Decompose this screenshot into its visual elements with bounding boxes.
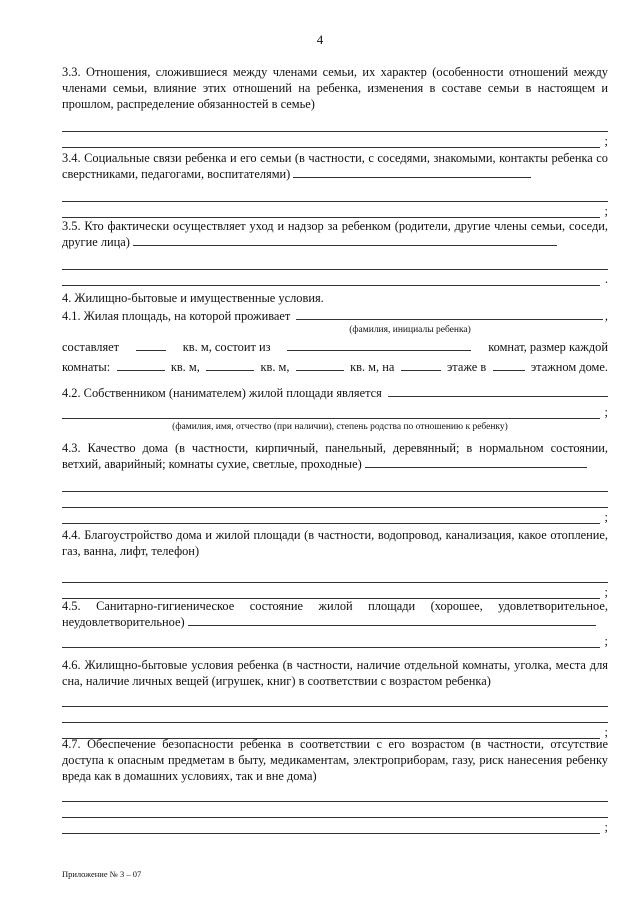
section-3-4 <box>62 150 608 218</box>
rooms-label: кв. м, состоит из <box>182 340 271 354</box>
answer-line[interactable] <box>62 116 608 132</box>
inline-answer-field[interactable] <box>365 456 587 468</box>
section-4-6 <box>62 657 608 739</box>
section-4-4-text: 4.4. Благоустройство дома и жилой площади (в частности, водопровод, канализация, какое отопление, газ, ванна, лифт, телефон) <box>62 528 608 558</box>
answer-line[interactable] <box>62 132 608 148</box>
section-4-2-text: 4.2. Собственником (нанимателем) жилой площади является <box>62 386 382 400</box>
answer-line[interactable] <box>62 492 608 508</box>
line-end-mark: ; <box>604 725 608 739</box>
answer-line[interactable] <box>62 508 608 524</box>
section-4-6-text: 4.6. Жилищно-бытовые условия ребенка (в частности, наличие отдельной комнаты, уголка, места для сна, наличие личных вещей (игрушек, книг) в соответствии с возрастом ребенка) <box>62 658 608 688</box>
line-end-mark: ; <box>604 204 608 218</box>
room-1-area-field[interactable] <box>117 359 165 371</box>
answer-line[interactable] <box>62 186 608 202</box>
building-floors-field[interactable] <box>493 359 525 371</box>
section-4-5 <box>62 598 608 648</box>
building-suffix: этажном доме. <box>530 360 608 374</box>
inline-answer-field[interactable] <box>188 614 596 626</box>
line-end-mark: ; <box>604 405 608 419</box>
footer-appendix-label: Приложение № 3 – 07 <box>62 869 142 879</box>
line-end-mark: ; <box>604 634 608 648</box>
floor-field[interactable] <box>401 359 441 371</box>
section-4-3 <box>62 440 608 524</box>
rooms-count-field[interactable] <box>287 339 471 351</box>
room-size-label: комнат, размер каждой <box>488 340 608 354</box>
line-end-mark: ; <box>604 820 608 834</box>
answer-line[interactable] <box>62 202 608 218</box>
answer-line[interactable] <box>62 707 608 723</box>
rooms-prefix: комнаты: <box>62 360 111 374</box>
answer-line[interactable] <box>62 818 608 834</box>
section-4-2 <box>62 385 608 433</box>
answer-line[interactable] <box>62 632 608 648</box>
owner-field[interactable] <box>388 385 608 397</box>
inline-answer-field[interactable] <box>293 166 531 178</box>
line-end-mark: ; <box>604 134 608 148</box>
total-area-field[interactable] <box>136 339 166 351</box>
section-4-1-label: 4.1. Жилая площадь, на которой проживает <box>62 309 291 323</box>
section-3-4-text: 3.4. Социальные связи ребенка и его семьи (в частности, с соседями, знакомыми, контакты ребенка со сверстниками, педагогами, воспитателями) <box>62 151 608 181</box>
area-label: составляет <box>62 340 120 354</box>
section-3-3-text: 3.3. Отношения, сложившиеся между членами семьи, их характер (особенности отношений между членами семьи, влияние этих отношений на ребенка, изменения в составе семьи в настоящем и прошлом, распределение обязанностей в семье) <box>62 65 608 111</box>
section-3-3 <box>62 64 608 148</box>
section-4-4 <box>62 527 608 599</box>
answer-line[interactable] <box>62 403 608 419</box>
section-4-7-text: 4.7. Обеспечение безопасности ребенка в соответствии с его возрастом (в частности, отсутствие доступа к опасным предметам в быту, медикаментам, электроприборам, газу, риск нанесения ребенку вреда как в домашних условиях, так и вне дома) <box>62 737 608 783</box>
answer-line[interactable] <box>62 476 608 492</box>
comma-mark: , <box>604 309 608 323</box>
section-4-heading: 4. Жилищно-бытовые и имущественные условия. <box>62 291 324 305</box>
building-floors-label: этаже в <box>446 360 487 374</box>
answer-line[interactable] <box>62 583 608 599</box>
room-2-area-field[interactable] <box>206 359 254 371</box>
section-3-5 <box>62 218 608 286</box>
section-3-5-text: 3.5. Кто фактически осуществляет уход и надзор за ребенком (родители, другие члены семьи, соседи, другие лица) <box>62 219 608 249</box>
floor-label: кв. м, на <box>350 360 395 374</box>
line-end-mark: . <box>604 272 608 286</box>
answer-line[interactable] <box>62 567 608 583</box>
page-number: 4 <box>316 32 324 47</box>
section-4-7 <box>62 736 608 834</box>
line-end-mark: ; <box>604 585 608 599</box>
owner-caption: (фамилия, имя, отчество (при наличии), степень родства по отношению к ребенку) <box>172 422 508 432</box>
child-name-caption: (фамилия, инициалы ребенка) <box>349 325 471 335</box>
line-end-mark: ; <box>604 510 608 524</box>
answer-line[interactable] <box>62 270 608 286</box>
child-name-field[interactable] <box>296 308 603 320</box>
inline-answer-field[interactable] <box>133 234 557 246</box>
room-3-area-field[interactable] <box>296 359 344 371</box>
section-4-3-text: 4.3. Качество дома (в частности, кирпичный, панельный, деревянный; в нормальном состоянии, ветхий, аварийный; комнаты сухие, светлые, проходные) <box>62 441 608 471</box>
room-2-unit: кв. м, <box>260 360 290 374</box>
section-4-5-text: 4.5. Санитарно-гигиеническое состояние жилой площади (хорошее, удовлетворительное, неудовлетворительное) <box>62 599 608 629</box>
answer-line[interactable] <box>62 691 608 707</box>
room-1-unit: кв. м, <box>170 360 200 374</box>
section-4 <box>62 290 608 375</box>
answer-line[interactable] <box>62 802 608 818</box>
answer-line[interactable] <box>62 786 608 802</box>
answer-line[interactable] <box>62 254 608 270</box>
